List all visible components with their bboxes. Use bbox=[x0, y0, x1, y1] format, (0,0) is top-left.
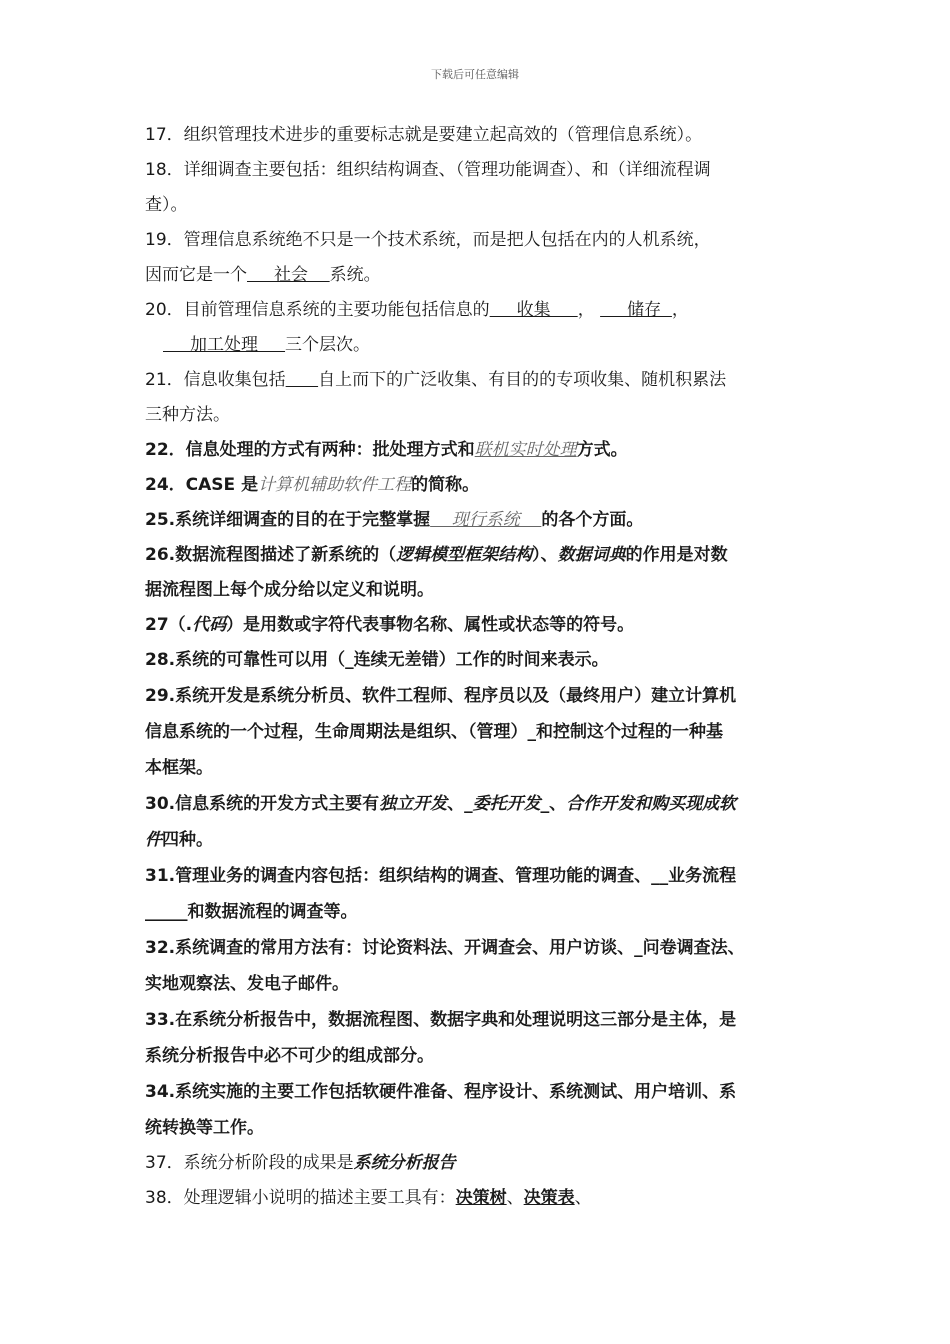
answer-blank: 储存 bbox=[600, 300, 672, 320]
answer-blank: 收集 bbox=[489, 300, 578, 320]
question-27 bbox=[145, 608, 810, 643]
question-34-line-2: 统转换等工作。 bbox=[145, 1118, 264, 1138]
question-28: 28.系统的可靠性可以用（_连续无差错）工作的时间来表示。 bbox=[145, 650, 609, 670]
question-30-line-2 bbox=[145, 822, 810, 858]
answer: 件 bbox=[145, 830, 162, 850]
answer-blank: 社会 bbox=[247, 265, 330, 285]
text: 、_ bbox=[447, 794, 473, 814]
answer: 决策表 bbox=[523, 1188, 575, 1208]
answer: 委托开发_ bbox=[472, 794, 550, 814]
document-body bbox=[145, 118, 810, 1216]
text: 、 bbox=[506, 1188, 524, 1208]
answer-blank bbox=[286, 370, 318, 390]
text: 因而它是一个 bbox=[145, 265, 247, 285]
question-18-line-1: 18．详细调查主要包括：组织结构调查、（管理功能调查）、和（详细流程调 bbox=[145, 160, 711, 180]
text: 方式。 bbox=[576, 440, 628, 460]
answer: 独立开发 bbox=[379, 794, 448, 814]
text: 三个层次。 bbox=[285, 335, 371, 355]
answer: 计算机辅助软件工程 bbox=[258, 475, 412, 495]
question-32-line-2: 实地观察法、发电子邮件。 bbox=[145, 974, 349, 994]
page-header: 下载后可任意编辑 bbox=[431, 68, 519, 81]
question-32-line-1: 32.系统调查的常用方法有：讨论资料法、开调查会、用户访谈、_问卷调查法、 bbox=[145, 938, 745, 958]
text: 25.系统详细调查的目的在于完整掌握 bbox=[145, 510, 431, 530]
answer: 代码 bbox=[192, 615, 227, 635]
question-30-line-1 bbox=[145, 786, 810, 822]
answer: 逻辑模型框架结构 bbox=[396, 545, 533, 565]
answer: 数据词典 bbox=[557, 545, 626, 565]
question-19-line-1: 19．管理信息系统绝不只是一个技术系统，而是把人包括在内的人机系统， bbox=[145, 230, 711, 250]
question-25 bbox=[145, 503, 810, 538]
text: 20．目前管理信息系统的主要功能包括信息的 bbox=[145, 300, 490, 320]
text: 27（. bbox=[145, 615, 193, 635]
answer: 现行系统 bbox=[430, 510, 542, 530]
answer: 联机实时处理 bbox=[474, 440, 577, 460]
text: 、 bbox=[549, 794, 567, 814]
question-33-line-1: 33.在系统分析报告中，数据流程图、数据字典和处理说明这三部分是主体，是 bbox=[145, 1010, 737, 1030]
question-20-line-2 bbox=[145, 328, 810, 363]
text: ， bbox=[577, 300, 595, 320]
answer: 合作开发和购买现成软 bbox=[566, 794, 737, 814]
answer-blank: 加工处理 bbox=[163, 335, 286, 355]
text: 四种。 bbox=[162, 830, 213, 850]
text: 30.信息系统的开发方式主要有 bbox=[145, 794, 380, 814]
question-33-line-2: 系统分析报告中必不可少的组成部分。 bbox=[145, 1046, 434, 1066]
question-22 bbox=[145, 433, 810, 468]
text: 26.数据流程图描述了新系统的（ bbox=[145, 545, 397, 565]
text: 的作用是对数 bbox=[625, 545, 728, 565]
text: 22．信息处理的方式有两种：批处理方式和 bbox=[145, 440, 475, 460]
question-37 bbox=[145, 1146, 810, 1181]
question-20-line-1 bbox=[145, 293, 810, 328]
question-21-line-1 bbox=[145, 363, 810, 398]
question-24 bbox=[145, 468, 810, 503]
text: 、 bbox=[574, 1188, 592, 1208]
text: 系统。 bbox=[329, 265, 381, 285]
question-21-line-2: 三种方法。 bbox=[145, 405, 230, 425]
question-26-line-1 bbox=[145, 538, 810, 573]
text: 的各个方面。 bbox=[541, 510, 644, 530]
text: 的简称。 bbox=[411, 475, 480, 495]
text: 24．CASE 是 bbox=[145, 475, 259, 495]
text: ）是用数或字符代表事物名称、属性或状态等的符号。 bbox=[226, 615, 635, 635]
question-29-line-3: 本框架。 bbox=[145, 758, 213, 778]
text: 37．系统分析阶段的成果是 bbox=[145, 1153, 354, 1173]
question-29-line-2: 信息系统的一个过程，生命周期法是组织、（管理）_和控制这个过程的一种基 bbox=[145, 722, 723, 742]
question-34-line-1: 34.系统实施的主要工作包括软硬件准备、程序设计、系统测试、用户培训、系 bbox=[145, 1082, 737, 1102]
question-31-line-1: 31.管理业务的调查内容包括：组织结构的调查、管理功能的调查、__业务流程 bbox=[145, 866, 737, 886]
text: 38．处理逻辑小说明的描述主要工具有： bbox=[145, 1188, 456, 1208]
question-38 bbox=[145, 1181, 810, 1216]
question-31-line-2: _____和数据流程的调查等。 bbox=[145, 902, 358, 922]
question-19-line-2 bbox=[145, 258, 810, 293]
answer: 决策树 bbox=[455, 1188, 507, 1208]
question-17: 17．组织管理技术进步的重要标志就是要建立起高效的（管理信息系统）。 bbox=[145, 125, 703, 145]
question-18-line-2: 查）。 bbox=[145, 195, 188, 215]
question-26-line-2: 据流程图上每个成分给以定义和说明。 bbox=[145, 580, 434, 600]
question-29-line-1: 29.系统开发是系统分析员、软件工程师、程序员以及（最终用户）建立计算机 bbox=[145, 686, 737, 706]
text: ， bbox=[671, 300, 689, 320]
answer: 系统分析报告 bbox=[353, 1153, 456, 1173]
text: 自上而下的广泛收集、有目的的专项收集、随机积累法 bbox=[318, 370, 727, 390]
text: ）、 bbox=[532, 545, 558, 565]
text: 21．信息收集包括 bbox=[145, 370, 286, 390]
